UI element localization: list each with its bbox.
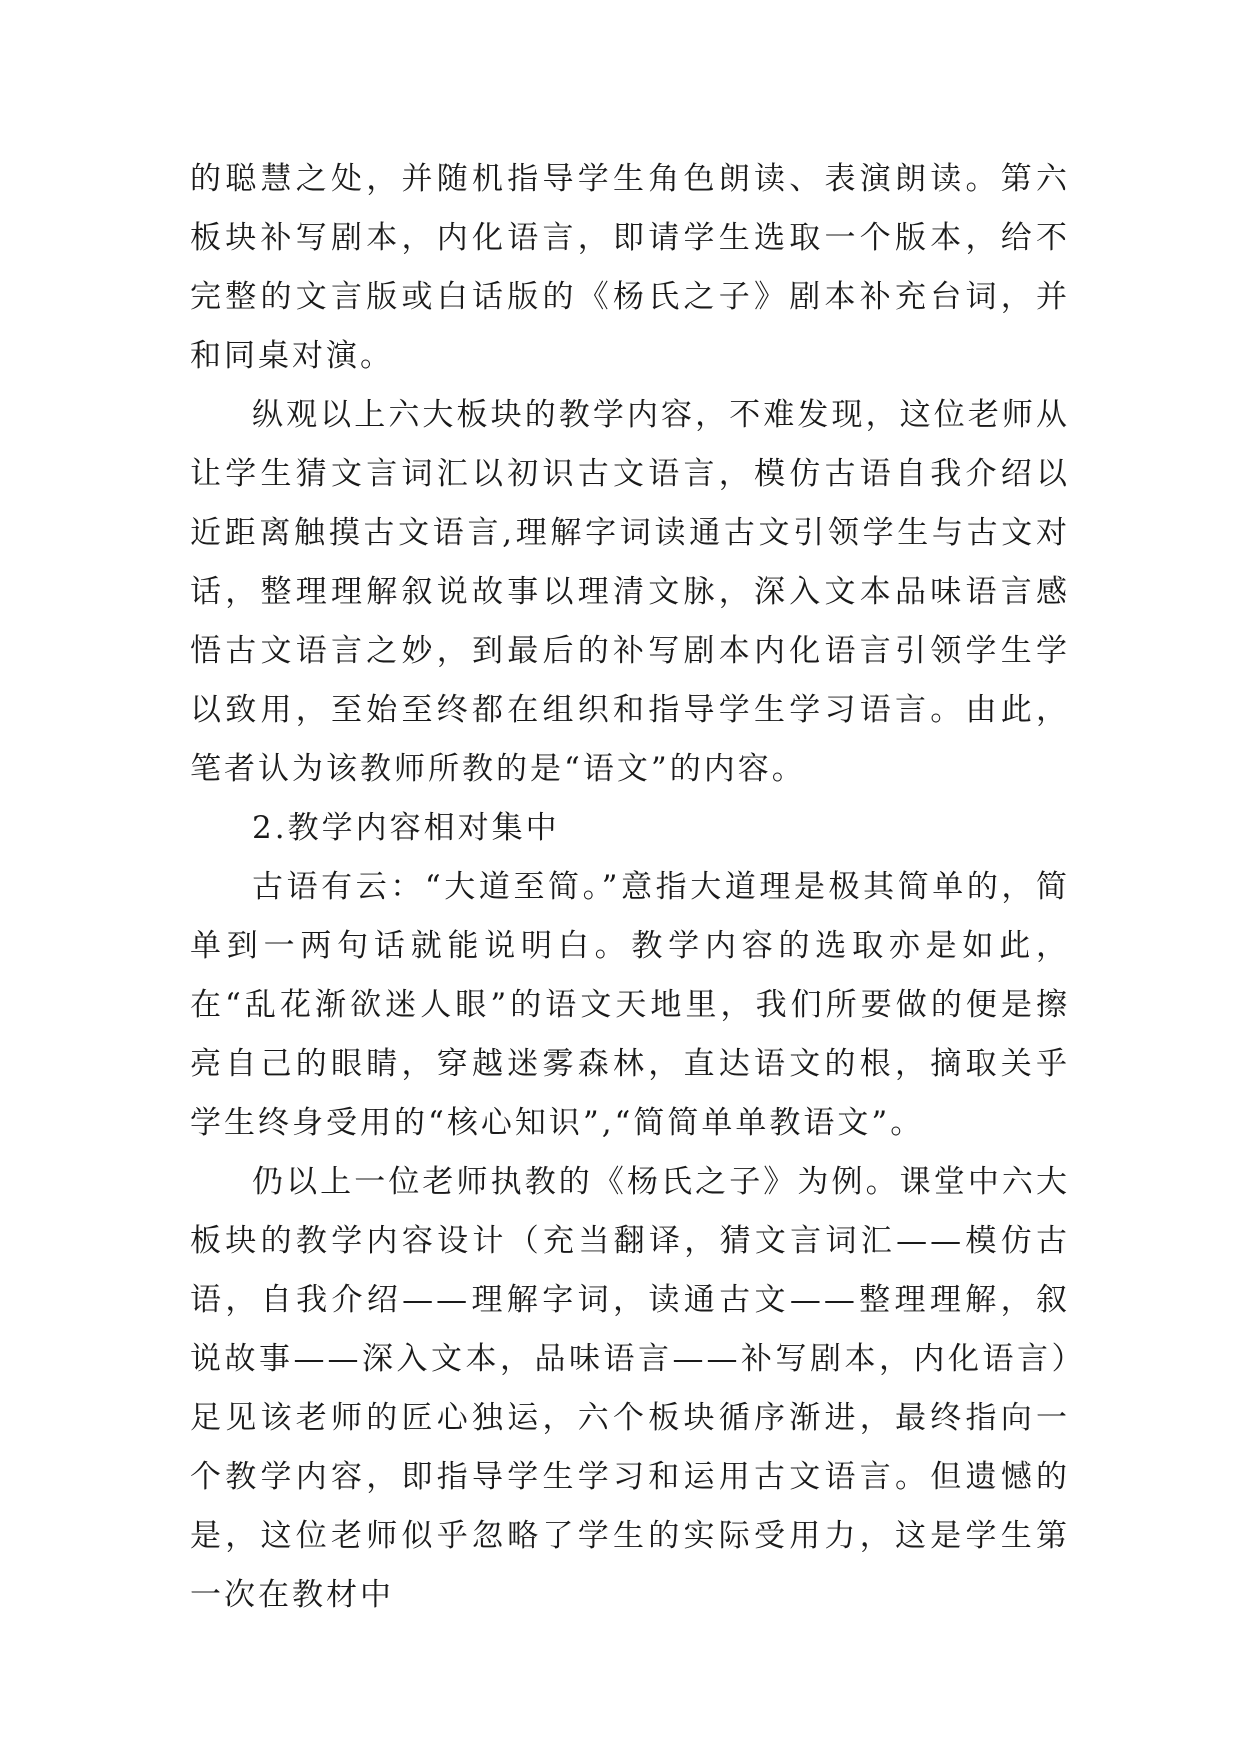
paragraph-summary: 纵观以上六大板块的教学内容，不难发现，这位老师从让学生猜文言词汇以初识古文语言，模仿古语自我介绍以近距离触摸古文语言,理解字词读通古文引领学生与古文对话，整理理解叙说故事以理清文脉，深入文本品味语言感悟古文语言之妙，到最后的补写剧本内化语言引领学生学以致用，至始至终都在组织和指导学生学习语言。由此，笔者认为该教师所教的是“语文”的内容。 <box>190 397 1070 787</box>
document-body <box>190 150 1070 1625</box>
paragraph-example: 仍以上一位老师执教的《杨氏之子》为例。课堂中六大板块的教学内容设计（充当翻译，猜文言词汇——模仿古语，自我介绍——理解字词，读通古文——整理理解，叙说故事——深入文本，品味语言——补写剧本，内化语言）足见该老师的匠心独运，六个板块循序渐进，最终指向一个教学内容，即指导学生学习和运用古文语言。但遗憾的是，这位老师似乎忽略了学生的实际受用力，这是学生第一次在教材中 <box>190 1164 1070 1613</box>
section-heading: 2.教学内容相对集中 <box>252 810 560 846</box>
paragraph-simplicity: 古语有云：“大道至简。”意指大道理是极其简单的，简单到一两句话就能说明白。教学内容的选取亦是如此，在“乱花渐欲迷人眼”的语文天地里，我们所要做的便是擦亮自己的眼睛，穿越迷雾森林，直达语文的根，摘取关乎学生终身受用的“核心知识”,“简简单单教语文”。 <box>190 869 1070 1141</box>
paragraph-continuation: 的聪慧之处，并随机指导学生角色朗读、表演朗读。第六板块补写剧本，内化语言，即请学生选取一个版本，给不完整的文言版或白话版的《杨氏之子》剧本补充台词，并和同桌对演。 <box>190 161 1070 374</box>
